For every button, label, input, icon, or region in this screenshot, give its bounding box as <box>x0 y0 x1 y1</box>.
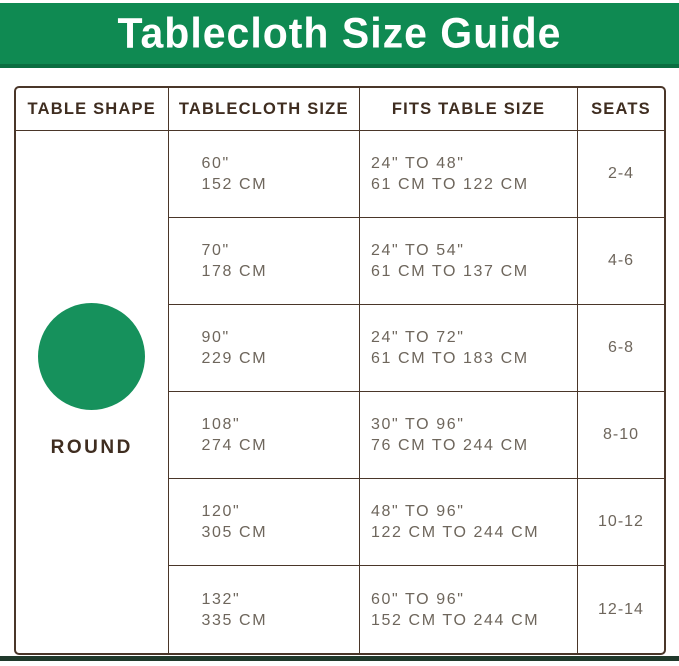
table-row-3-size-cell <box>169 305 361 392</box>
table-row-4-seats-cell: 8-10 <box>578 392 664 479</box>
table-row-3-fits-cell <box>360 305 578 392</box>
table-row-1-seats-cell: 2-4 <box>578 131 664 218</box>
size-cm: 178 CM <box>201 263 268 280</box>
size-guide-table <box>14 86 666 655</box>
table-shape-cell <box>16 131 169 653</box>
size-inches: 70" <box>201 242 230 259</box>
fits-cm: 61 CM TO 122 CM <box>371 176 529 193</box>
fits-cm: 61 CM TO 183 CM <box>371 350 529 367</box>
size-inches: 90" <box>201 329 230 346</box>
size-cm: 229 CM <box>201 350 268 367</box>
column-header-fits-table-size: FITS TABLE SIZE <box>360 88 578 131</box>
column-header-tablecloth-size: TABLECLOTH SIZE <box>169 88 361 131</box>
fits-cm: 61 CM TO 137 CM <box>371 263 529 280</box>
table-row-6-fits-cell <box>360 566 578 653</box>
size-cm: 335 CM <box>201 611 268 629</box>
size-inches: 132" <box>201 590 241 608</box>
table-row-5-seats-cell: 10-12 <box>578 479 664 566</box>
title-banner <box>0 3 679 68</box>
fits-inches: 24" TO 54" <box>371 242 465 259</box>
table-row-3-seats-cell: 6-8 <box>578 305 664 392</box>
fits-inches: 24" TO 48" <box>371 155 465 172</box>
fits-cm: 76 CM TO 244 CM <box>371 437 529 454</box>
table-row-2-fits-cell <box>360 218 578 305</box>
size-cm: 274 CM <box>201 437 268 454</box>
table-row-2-size-cell <box>169 218 361 305</box>
table-row-4-fits-cell <box>360 392 578 479</box>
size-cm: 305 CM <box>201 524 268 541</box>
size-inches: 108" <box>201 416 241 433</box>
table-row-5-size-cell <box>169 479 361 566</box>
column-header-table-shape: TABLE SHAPE <box>16 88 169 131</box>
table-row-6-seats-cell: 12-14 <box>598 600 644 618</box>
fits-inches: 60" TO 96" <box>371 590 465 608</box>
column-header-seats: SEATS <box>578 88 664 131</box>
table-row-6-size-cell <box>169 566 361 653</box>
fits-inches: 30" TO 96" <box>371 416 465 433</box>
shape-label: ROUND <box>50 437 133 458</box>
table-row-1-size-cell <box>169 131 361 218</box>
page-title: Tablecloth Size Guide <box>117 8 562 58</box>
fits-inches: 24" TO 72" <box>371 329 465 346</box>
size-inches: 120" <box>201 503 241 520</box>
size-cm: 152 CM <box>201 176 268 193</box>
bottom-accent-bar <box>0 656 679 661</box>
round-circle-icon <box>38 303 145 410</box>
table-row-2-seats-cell: 4-6 <box>578 218 664 305</box>
fits-inches: 48" TO 96" <box>371 503 465 520</box>
table-row-1-fits-cell <box>360 131 578 218</box>
table-row-5-fits-cell <box>360 479 578 566</box>
table-row-4-size-cell <box>169 392 361 479</box>
size-inches: 60" <box>201 155 230 172</box>
fits-cm: 152 CM TO 244 CM <box>371 611 540 629</box>
fits-cm: 122 CM TO 244 CM <box>371 524 540 541</box>
